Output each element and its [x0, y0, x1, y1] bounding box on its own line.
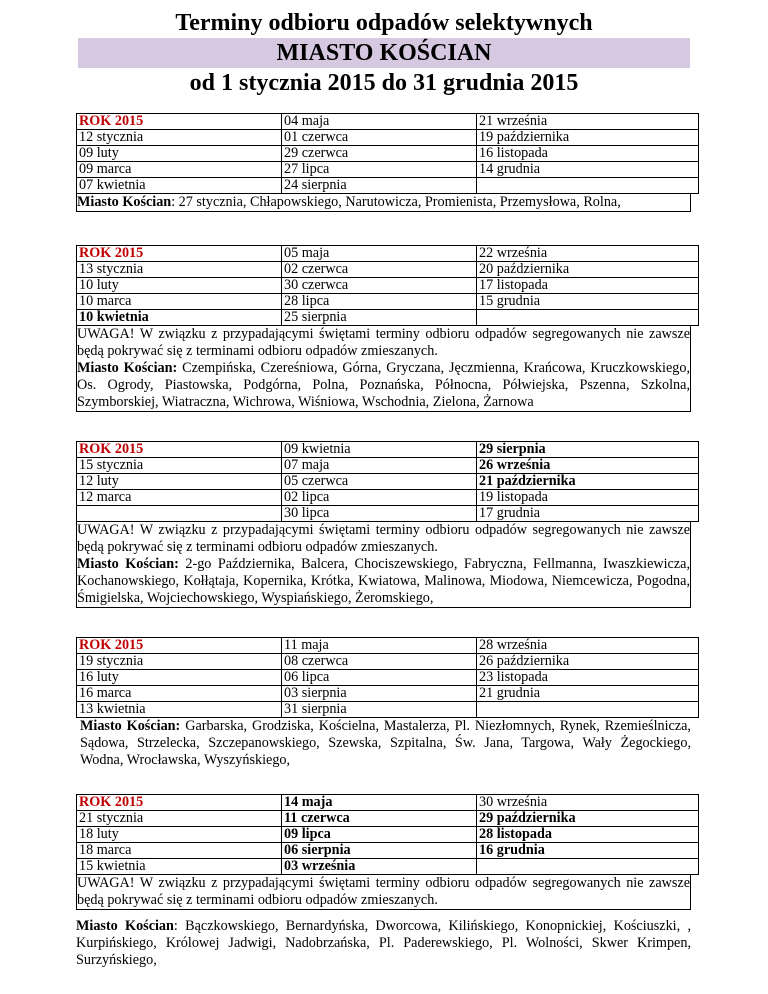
table-cell: 07 maja	[282, 458, 477, 474]
table-cell: 30 września	[477, 795, 699, 811]
table-cell: 18 luty	[77, 827, 282, 843]
table-cell: 13 kwietnia	[77, 702, 282, 718]
year-label: ROK 2015	[77, 114, 282, 130]
streets-list: : Bączkowskiego, Bernardyńska, Dworcowa, Kilińskiego, Konopnickiej, Kościuszki, , Kurpińskiego, Królowej Jadwigi, Nadobrzańska, Pl. Paderewskiego, Pl. Wolności, Skwer Krimpen, Surzyńskiego,	[76, 918, 691, 968]
table-cell: 16 marca	[77, 686, 282, 702]
table-cell: 18 marca	[77, 843, 282, 859]
table-row	[77, 146, 699, 162]
table-cell: 11 czerwca	[282, 811, 477, 827]
table-row	[77, 278, 699, 294]
table-row	[77, 442, 699, 458]
table-row	[77, 654, 699, 670]
table-cell	[477, 178, 699, 194]
table-cell: 15 stycznia	[77, 458, 282, 474]
table-cell: 21 października	[477, 474, 699, 490]
table-cell: 08 czerwca	[282, 654, 477, 670]
notes-box	[76, 522, 691, 608]
streets-list: 2-go Października, Balcera, Chociszewskiego, Fabryczna, Fellmanna, Iwaszkiewicza, Kochanowskiego, Kołłątaja, Kopernika, Krótka, Kwiatowa, Malinowa, Miodowa, Niemcewicza, Pogodna, Śmigielska, Wojciechowskiego, Wyspiańskiego, Żeromskiego,	[77, 556, 690, 606]
city-label: Miasto Kościan	[76, 918, 174, 934]
schedule-table	[76, 245, 699, 326]
table-cell: 13 stycznia	[77, 262, 282, 278]
table-cell	[77, 506, 282, 522]
table-cell: 15 grudnia	[477, 294, 699, 310]
table-cell	[477, 702, 699, 718]
table-cell: 03 sierpnia	[282, 686, 477, 702]
schedule-section-1	[76, 113, 691, 212]
table-cell: 16 luty	[77, 670, 282, 686]
table-cell: 15 kwietnia	[77, 859, 282, 875]
table-cell: 23 listopada	[477, 670, 699, 686]
table-cell: 07 kwietnia	[77, 178, 282, 194]
table-cell: 11 maja	[282, 638, 477, 654]
table-cell: 12 luty	[77, 474, 282, 490]
table-row	[77, 843, 699, 859]
table-cell: 22 września	[477, 246, 699, 262]
schedule-section-4	[76, 637, 691, 769]
table-cell: 21 grudnia	[477, 686, 699, 702]
table-cell: 29 czerwca	[282, 146, 477, 162]
schedule-table	[76, 113, 699, 194]
table-cell: 17 listopada	[477, 278, 699, 294]
table-row	[77, 795, 699, 811]
table-cell: 30 lipca	[282, 506, 477, 522]
table-row	[77, 686, 699, 702]
streets-text	[77, 360, 690, 411]
table-cell: 02 czerwca	[282, 262, 477, 278]
year-label: ROK 2015	[77, 638, 282, 654]
warning-text: UWAGA! W związku z przypadającymi świętami terminy odbioru odpadów segregowanych nie zawsze będą pokrywać się z terminami odbioru odpadów zmieszanych.	[77, 522, 690, 555]
table-row	[77, 178, 699, 194]
table-cell: 20 października	[477, 262, 699, 278]
schedule-table	[76, 794, 699, 875]
city-label: Miasto Kościan:	[80, 718, 181, 734]
table-cell: 06 lipca	[282, 670, 477, 686]
table-cell: 19 października	[477, 130, 699, 146]
table-cell: 17 grudnia	[477, 506, 699, 522]
table-cell: 14 grudnia	[477, 162, 699, 178]
notes-box	[76, 875, 691, 910]
warning-text: UWAGA! W związku z przypadającymi świętami terminy odbioru odpadów segregowanych nie zawsze będą pokrywać się z terminami odbioru odpadów zmieszanych.	[77, 326, 690, 359]
table-cell: 16 listopada	[477, 146, 699, 162]
streets-text	[76, 918, 691, 969]
table-cell: 02 lipca	[282, 490, 477, 506]
streets-text	[77, 556, 690, 607]
streets-list: Czempińska, Czereśniowa, Górna, Gryczana, Jęczmienna, Krańcowa, Kruczkowskiego, Os. Ogrody, Piastowska, Podgórna, Polna, Poznańska, Północna, Półwiejska, Pszenna, Szkolna, Szymborskiej, Wiatraczna, Wichrowa, Wiśniowa, Wschodnia, Zielona, Żarnowa	[77, 360, 690, 410]
table-cell: 25 sierpnia	[282, 310, 477, 326]
schedule-section-2	[76, 245, 691, 412]
table-row	[77, 162, 699, 178]
table-cell: 26 października	[477, 654, 699, 670]
table-cell: 30 czerwca	[282, 278, 477, 294]
table-row	[77, 506, 699, 522]
table-cell: 24 sierpnia	[282, 178, 477, 194]
schedule-table	[76, 441, 699, 522]
table-cell: 10 kwietnia	[77, 310, 282, 326]
table-cell: 12 stycznia	[77, 130, 282, 146]
table-row	[77, 130, 699, 146]
table-cell	[477, 310, 699, 326]
table-row	[77, 638, 699, 654]
table-cell: 01 czerwca	[282, 130, 477, 146]
streets-text	[77, 194, 690, 211]
table-cell: 09 marca	[77, 162, 282, 178]
table-cell: 09 luty	[77, 146, 282, 162]
city-label: Miasto Kościan	[77, 194, 172, 210]
streets-box	[76, 718, 691, 769]
table-cell: 21 stycznia	[77, 811, 282, 827]
table-row	[77, 310, 699, 326]
table-cell: 28 listopada	[477, 827, 699, 843]
table-row	[77, 246, 699, 262]
notes-box	[76, 326, 691, 412]
warning-text: UWAGA! W związku z przypadającymi świętami terminy odbioru odpadów segregowanych nie zawsze będą pokrywać się z terminami odbioru odpadów zmieszanych.	[77, 875, 690, 908]
table-cell: 31 sierpnia	[282, 702, 477, 718]
city-title: MIASTO KOŚCIAN	[78, 38, 690, 68]
table-cell: 16 grudnia	[477, 843, 699, 859]
table-cell: 26 września	[477, 458, 699, 474]
city-label: Miasto Kościan:	[77, 360, 178, 376]
table-cell	[477, 859, 699, 875]
schedule-section-5	[76, 794, 691, 969]
streets-text	[80, 718, 691, 769]
table-row	[77, 262, 699, 278]
streets-box	[76, 194, 691, 212]
table-cell: 05 maja	[282, 246, 477, 262]
table-cell: 29 października	[477, 811, 699, 827]
table-row	[77, 670, 699, 686]
table-row	[77, 294, 699, 310]
streets-list: : 27 stycznia, Chłapowskiego, Narutowicza, Promienista, Przemysłowa, Rolna,	[171, 194, 621, 210]
table-row	[77, 702, 699, 718]
city-label: Miasto Kościan:	[77, 556, 179, 572]
table-row	[77, 827, 699, 843]
table-row	[77, 859, 699, 875]
table-row	[77, 114, 699, 130]
year-label: ROK 2015	[77, 795, 282, 811]
schedule-table	[76, 637, 699, 718]
table-cell: 28 lipca	[282, 294, 477, 310]
table-row	[77, 811, 699, 827]
table-row	[77, 474, 699, 490]
table-row	[77, 490, 699, 506]
table-cell: 21 września	[477, 114, 699, 130]
streets-list: Garbarska, Grodziska, Kościelna, Mastalerza, Pl. Niezłomnych, Rynek, Rzemieślnicza, Sądowa, Strzelecka, Szczepanowskiego, Szewska, Szpitalna, Św. Jana, Targowa, Wały Żegockiego, Wodna, Wrocławska, Wyszyńskiego,	[80, 718, 691, 768]
table-cell: 04 maja	[282, 114, 477, 130]
table-cell: 09 lipca	[282, 827, 477, 843]
table-cell: 12 marca	[77, 490, 282, 506]
table-cell: 19 stycznia	[77, 654, 282, 670]
table-cell: 06 sierpnia	[282, 843, 477, 859]
table-cell: 03 września	[282, 859, 477, 875]
year-label: ROK 2015	[77, 246, 282, 262]
table-cell: 09 kwietnia	[282, 442, 477, 458]
page-title: Terminy odbioru odpadów selektywnych	[175, 10, 593, 36]
table-cell: 27 lipca	[282, 162, 477, 178]
year-label: ROK 2015	[77, 442, 282, 458]
table-cell: 29 sierpnia	[477, 442, 699, 458]
table-row	[77, 458, 699, 474]
table-cell: 10 luty	[77, 278, 282, 294]
table-cell: 14 maja	[282, 795, 477, 811]
table-cell: 05 czerwca	[282, 474, 477, 490]
schedule-section-3	[76, 441, 691, 608]
table-cell: 28 września	[477, 638, 699, 654]
table-cell: 10 marca	[77, 294, 282, 310]
date-range-title: od 1 stycznia 2015 do 31 grudnia 2015	[189, 70, 579, 96]
table-cell: 19 listopada	[477, 490, 699, 506]
